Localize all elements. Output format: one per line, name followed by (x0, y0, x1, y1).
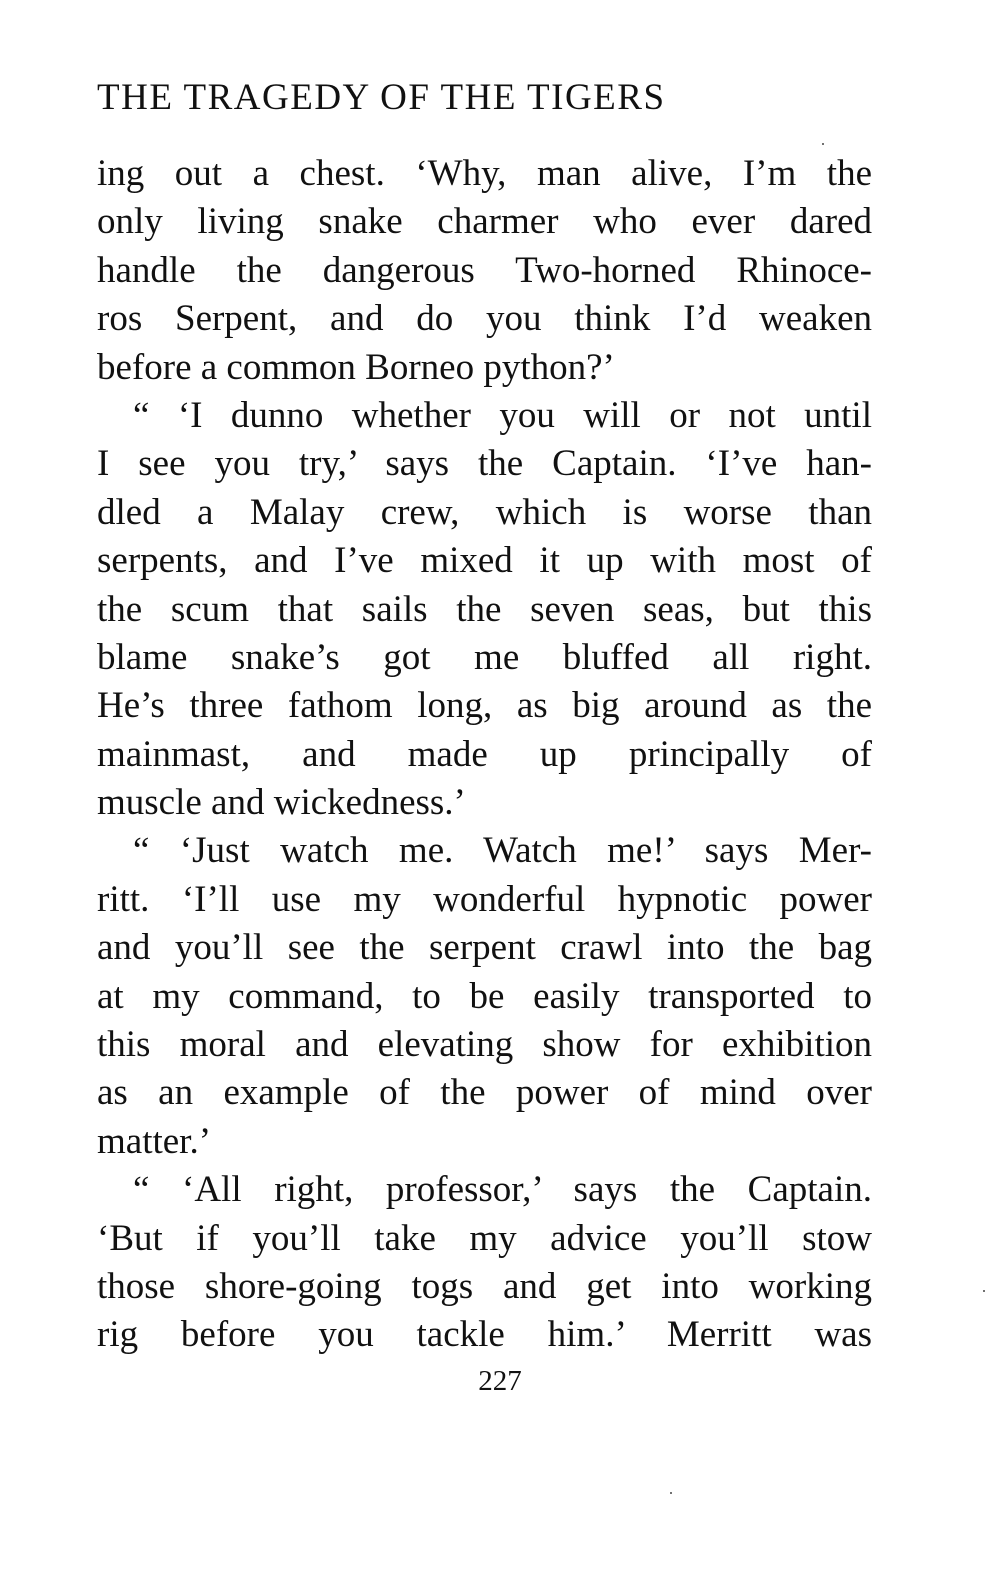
text-line: I see you try,’ says the Captain. ‘I’ve han- (97, 443, 872, 485)
text-line: ‘But if you’ll take my advice you’ll stow (97, 1217, 872, 1259)
text-line: “ ‘All right, professor,’ says the Captain. (133, 1169, 872, 1211)
text-line: this moral and elevating show for exhibition (97, 1024, 872, 1066)
scan-speck (822, 143, 824, 145)
text-line: as an example of the power of mind over (97, 1072, 872, 1114)
text-line: handle the dangerous Two-horned Rhinoce- (97, 249, 872, 291)
text-line: blame snake’s got me bluffed all right. (97, 636, 872, 678)
text-line: at my command, to be easily transported to (97, 975, 872, 1017)
scan-speck (670, 1492, 672, 1494)
text-line: matter.’ (97, 1120, 212, 1162)
running-head: THE TRAGEDY OF THE TIGERS (97, 77, 666, 118)
text-line: and you’ll see the serpent crawl into the bag (97, 927, 872, 969)
text-line: those shore-going togs and get into working (97, 1265, 872, 1307)
text-line: “ ‘Just watch me. Watch me!’ says Mer- (133, 830, 872, 872)
text-line: only living snake charmer who ever dared (97, 201, 872, 243)
text-line: ing out a chest. ‘Why, man alive, I’m the (97, 153, 872, 194)
text-line: rig before you tackle him.’ Merritt was (97, 1314, 872, 1356)
text-line: He’s three fathom long, as big around as the (97, 685, 872, 727)
text-line: “ ‘I dunno whether you will or not until (133, 394, 872, 436)
text-line: the scum that sails the seven seas, but this (97, 588, 872, 630)
scan-speck (983, 1290, 985, 1292)
page-number: 227 (478, 1365, 522, 1397)
text-line: muscle and wickedness.’ (97, 782, 466, 824)
text-line: before a common Borneo python?’ (97, 346, 615, 388)
text-line: dled a Malay crew, which is worse than (97, 491, 872, 533)
text-line: serpents, and I’ve mixed it up with most of (97, 540, 872, 582)
body-text (97, 150, 872, 1360)
text-line: ros Serpent, and do you think I’d weaken (97, 298, 872, 340)
text-line: mainmast, and made up principally of (97, 733, 872, 775)
text-line: ritt. ‘I’ll use my wonderful hypnotic power (97, 878, 872, 920)
